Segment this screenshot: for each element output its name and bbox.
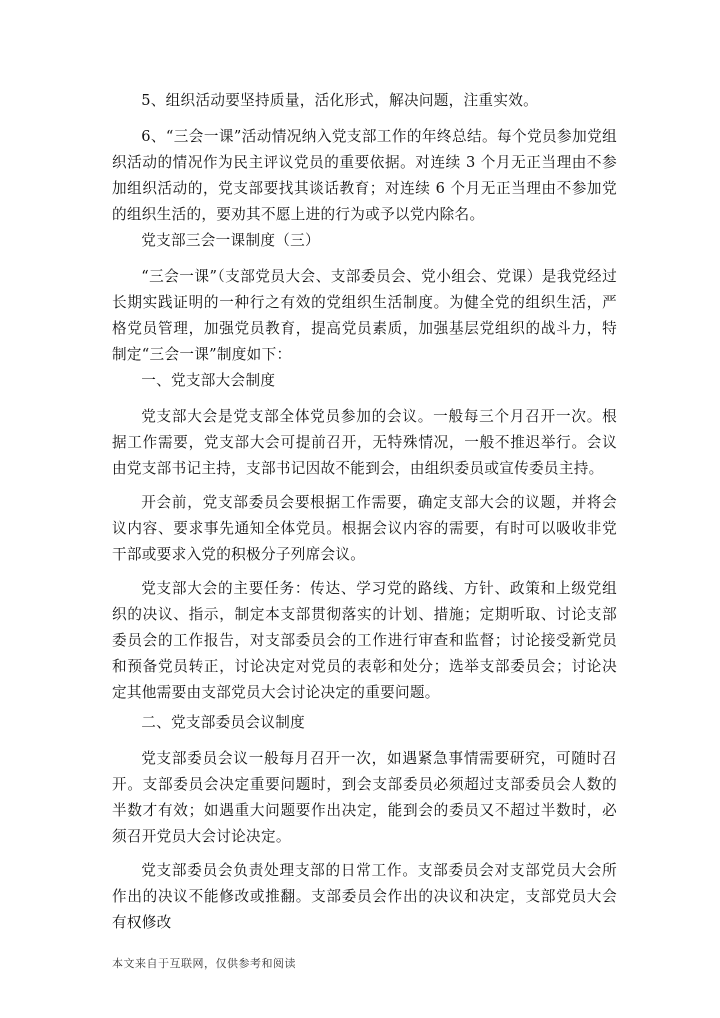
heading-committee-meeting: 二、党支部委员会议制度	[141, 714, 306, 731]
paragraph-item-6: 6、“三会一课”活动情况纳入党支部工作的年终总结。每个党员参加党组织活动的情况作为民主评议党员的重要依据。对连续 3 个月无正当理由不参加组织活动的，党支部要找其谈话教育；对连续 6 个月无正当理由不参加党的组织生活的，要劝其不愿上进的行为或予以党内除名。	[112, 128, 617, 223]
paragraph-main-tasks: 党支部大会的主要任务：传达、学习党的路线、方针、政策和上级党组织的决议、指示，制定本支部贯彻落实的计划、措施；定期听取、讨论支部委员会的工作报告，对支部委员会的工作进行审查和监督；讨论接受新党员和预备党员转正，讨论决定对党员的表彰和处分；选举支部委员会；讨论决定其他需要由支部党员大会讨论决定的重要问题。	[112, 580, 617, 701]
section-title: 党支部三会一课制度（三）	[141, 232, 320, 249]
paragraph-committee-meeting: 党支部委员会议一般每月召开一次，如遇紧急事情需要研究，可随时召开。支部委员会决定重要问题时，到会支部委员必须超过支部委员会人数的半数才有效；如遇重大问题要作出决定，能到会的委员又不超过半数时，必须召开党员大会讨论决定。	[112, 750, 617, 845]
footer-note: 本文来自于互联网，仅供参考和阅读	[112, 957, 296, 970]
paragraph-before-meeting: 开会前，党支部委员会要根据工作需要，确定支部大会的议题，并将会议内容、要求事先通知全体党员。根据会议内容的需要，有时可以吸收非党干部或要求入党的积极分子列席会议。	[112, 494, 617, 563]
intro-paragraph: “三会一课”（支部党员大会、支部委员会、党小组会、党课）是我党经过长期实践证明的一种行之有效的党组织生活制度。为健全党的组织生活，严格党员管理，加强党员教育，提高党员素质，加强基层党组织的战斗力，特制定“三会一课”制度如下：	[112, 268, 617, 363]
paragraph-committee-duties: 党支部委员会负责处理支部的日常工作。支部委员会对支部党员大会所作出的决议不能修改或推翻。支部委员会作出的决议和决定，支部党员大会有权修改	[112, 862, 617, 931]
paragraph-item-5: 5、组织活动要坚持质量，活化形式，解决问题，注重实效。	[141, 92, 539, 109]
paragraph-general-meeting-intro: 党支部大会是党支部全体党员参加的会议。一般每三个月召开一次。根据工作需要，党支部大会可提前召开，无特殊情况，一般不推迟举行。会议由党支部书记主持，支部书记因故不能到会，由组织委员或宣传委员主持。	[112, 408, 617, 477]
heading-branch-general-meeting: 一、党支部大会制度	[141, 372, 276, 389]
